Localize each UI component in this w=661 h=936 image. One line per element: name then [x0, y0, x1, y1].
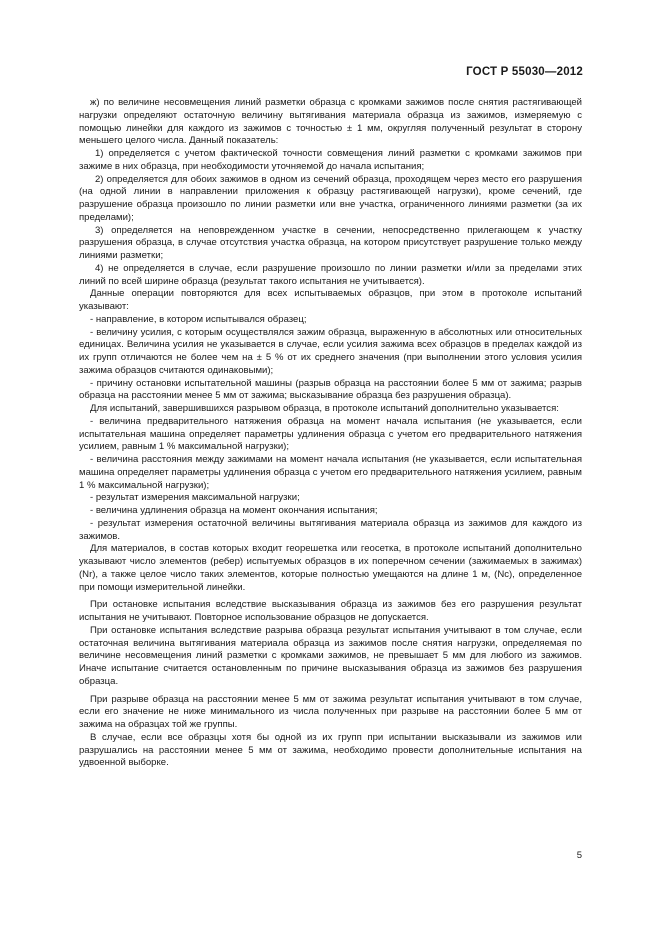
- paragraph: - результат измерения максимальной нагрузки;: [90, 492, 300, 504]
- paragraph: 4) не определяется в случае, если разрушение произошло по линии разметки и/или за пределами этих линий по всей ширине образца (результат такого испытания не учитывается).: [79, 262, 582, 287]
- document-header: ГОСТ Р 55030—2012: [466, 66, 583, 78]
- paragraph: - причину остановки испытательной машины (разрыв образца на расстоянии более 5 мм от зажима; разрыв образца на расстоянии менее 5 мм от зажима; высказывание образца без разрушения образца).: [79, 377, 582, 402]
- paragraph: При разрыве образца на расстоянии менее 5 мм от зажима результат испытания учитывают в том случае, если его значение не ниже минимального из числа полученных при разрыве на расстоянии более 5 мм от зажима на образцах той же группы.: [79, 693, 582, 730]
- paragraph: - величина расстояния между зажимами на момент начала испытания (не указывается, если испытательная машина определяет параметры удлинения образца с учетом его предварительного натяжения усилием, равным 1 % максимальной нагрузки);: [79, 454, 582, 491]
- paragraph: В случае, если все образцы хотя бы одной из их групп при испытании высказывали из зажимов или разрушались на расстоянии менее 5 мм от зажима, необходимо провести дополнительные испытания на удвоенной выборке.: [79, 731, 582, 769]
- paragraph: - величина предварительного натяжения образца на момент начала испытания (не указывается, если испытательная машина определяет параметры удлинения образца с учетом его предварительного натяжения усилием, равным 1 % максимальной нагрузки);: [79, 415, 582, 453]
- paragraph: Для испытаний, завершившихся разрывом образца, в протоколе испытаний дополнительно указывается:: [90, 403, 559, 414]
- paragraph: Для материалов, в состав которых входит георешетка или геосетка, в протоколе испытаний дополнительно указывают число элементов (ребер) испытуемых образцов в их поперечном сечении (зажимаемых в зажимах) (Nr), а также целое число таких элементов, которые полностью умещаются на длине 1 м, (Nc), определенное при помощи измерительной линейки.: [79, 543, 582, 593]
- page-number: 5: [576, 850, 582, 861]
- paragraph: - величина удлинения образца на момент окончания испытания;: [90, 505, 378, 516]
- paragraph: - направление, в котором испытывался образец;: [90, 313, 307, 325]
- paragraph: При остановке испытания вследствие разрыва образца результат испытания учитывают в том случае, если остаточная величина вытягивания материала образца из зажимов после снятия нагрузки, определяемая по величине несовмещения линий разметки с кромками зажимов, не превышает 5 мм для любого из зажимов. Иначе испытание считается остановленным по причине высказывания образца из зажимов без разрушения образца.: [79, 624, 582, 687]
- paragraph: - величину усилия, с которым осуществлялся зажим образца, выраженную в абсолютных или относительных единицах. Величина усилия не указывается в случае, если усилия зажима всех образцов в пределах каждой из их групп отличаются не более чем на ± 5 % от их среднего значения (при выполнении этого условия усилия зажима образцов считаются одинаковыми);: [79, 326, 582, 376]
- document-body: [79, 97, 582, 770]
- paragraph: - результат измерения остаточной величины вытягивания материала образца из зажимов для каждого из зажимов.: [79, 517, 582, 542]
- paragraph: Данные операции повторяются для всех испытываемых образцов, при этом в протоколе испытаний указывают:: [79, 288, 582, 312]
- paragraph: 1) определяется с учетом фактической точности совмещения линий разметки с кромками зажимов при зажиме в них образца, при необходимости уточняемой до начала испытания;: [79, 148, 582, 172]
- paragraph: 3) определяется на неповрежденном участке в сечении, непосредственно прилегающем к участку разрушения образца, в случае отсутствия участка образца, на котором присутствует разрушение только между линиями разметки;: [79, 224, 582, 261]
- paragraph: 2) определяется для обоих зажимов в одном из сечений образца, проходящем через место его разрушения (на одной линии в направлении приложения к образцу растягивающей нагрузки), кроме сечений, где разрушение образца произошло по линии разметки или вне участка, ограниченного линиями разметки (за их пределами);: [79, 173, 582, 223]
- paragraph: При остановке испытания вследствие высказывания образца из зажимов без его разрушения результат испытания не учитывают. Повторное использование образцов не допускается.: [79, 599, 582, 623]
- paragraph: ж) по величине несовмещения линий разметки образца с кромками зажимов после снятия растягивающей нагрузки определяют остаточную величину вытягивания материала образца из зажимов, измеряемую с помощью линейки для каждого из зажимов с точностью ± 1 мм, округляя полученный результат в сторону меньшего целого числа. Данный показатель:: [79, 97, 582, 147]
